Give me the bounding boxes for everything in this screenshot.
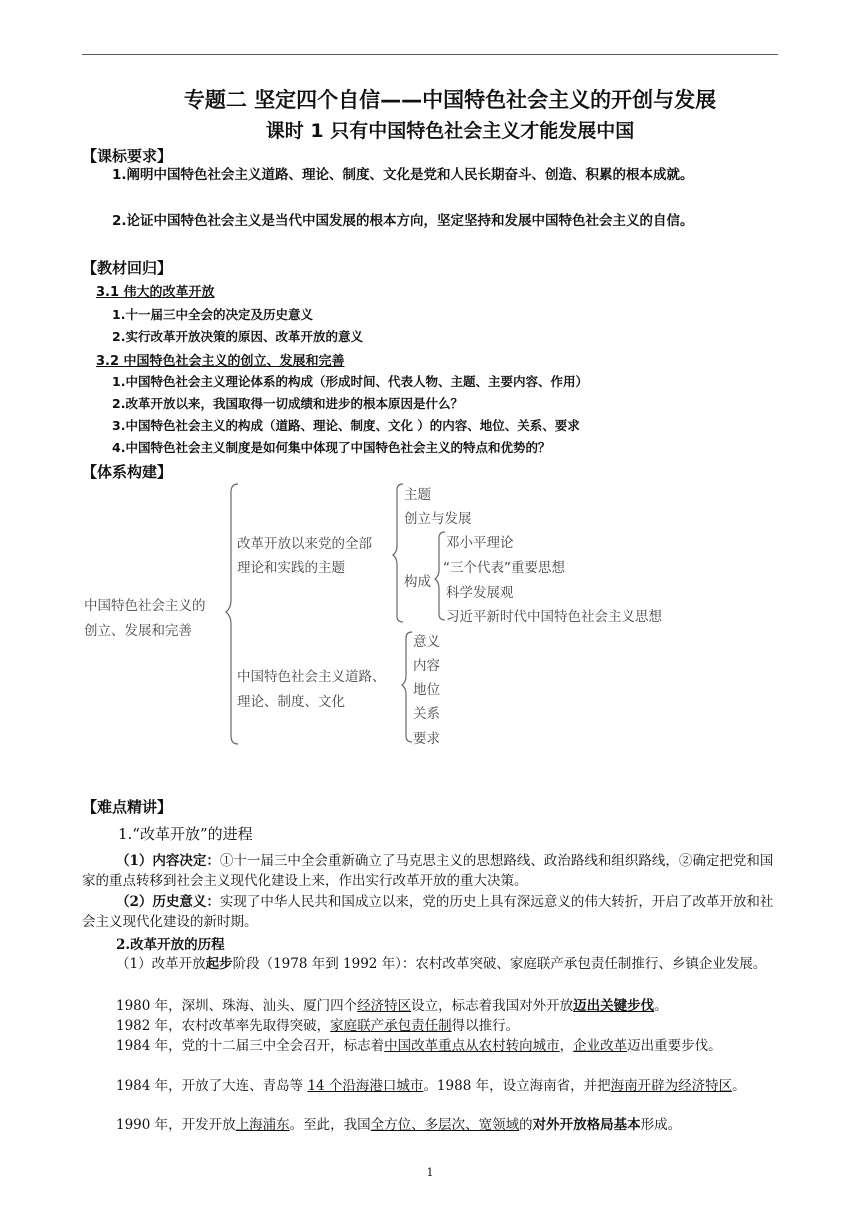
underlined-text: 家庭联产承包责任制 bbox=[330, 1018, 452, 1034]
review-item: 1.中国特色社会主义理论体系的构成（形成时间、代表人物、主题、主要内容、作用） bbox=[112, 374, 588, 389]
paragraph-start-stage bbox=[82, 954, 780, 974]
diagram-branch-2: 理论、制度、文化 bbox=[237, 694, 345, 710]
difficult-heading-2: 2.改革开放的历程 bbox=[116, 937, 225, 953]
text: 实现了中华人民共和国成立以来，党的历史上具有深远意义的伟大转折，开启了改革开放和社会主义现代化建设的新时期。 bbox=[82, 894, 774, 930]
text: 得以推行。 bbox=[451, 1018, 520, 1034]
page-subtitle: 课时 1 只有中国特色社会主义才能发展中国 bbox=[265, 120, 635, 142]
text: 迈出重要步伐。 bbox=[627, 1038, 722, 1054]
underlined-text: 经济特区 bbox=[357, 998, 412, 1014]
diagram-leaf: 关系 bbox=[413, 706, 440, 722]
text: 形成。 bbox=[640, 1117, 682, 1133]
label: （1）内容决定： bbox=[116, 853, 220, 869]
underlined-text: 迈出关键步伐 bbox=[573, 998, 655, 1014]
review-item: 3.中国特色社会主义的构成（道路、理论、制度、文化 ）的内容、地位、关系、要求 bbox=[112, 418, 580, 433]
text: 1982 年，农村改革率先取得突破， bbox=[116, 1018, 331, 1034]
diagram-leaf: 内容 bbox=[413, 658, 440, 674]
text: ①十一届三中全会重新确立了马克思主义的思想路线、政治路线和组织路线，②确定把党和国家的重点转移到社会主义现代化建设上来，作出实行改革开放的重大决策。 bbox=[82, 853, 774, 889]
review-section-1-title: 3.1 伟大的改革开放 bbox=[96, 285, 215, 300]
text: 1980 年，深圳、珠海、汕头、厦门四个 bbox=[116, 998, 358, 1014]
text: ， bbox=[559, 1038, 574, 1054]
section-jiaocai: 【教材回归】 bbox=[82, 259, 173, 277]
difficult-heading-1: 1.“改革开放”的进程 bbox=[118, 825, 253, 843]
diagram-subleaf: 习近平新时代中国特色社会主义思想 bbox=[446, 609, 662, 625]
diagram-leaf: 主题 bbox=[404, 487, 431, 503]
diagram-subleaf: “三个代表”重要思想 bbox=[443, 560, 565, 576]
text: 。至此，我国 bbox=[289, 1117, 371, 1133]
label: （2）历史意义： bbox=[116, 894, 220, 910]
timeline-1990 bbox=[116, 1113, 681, 1133]
underlined-text: 14 个沿海港口城市 bbox=[307, 1078, 424, 1094]
requirement-1: 1.阐明中国特色社会主义道路、理论、制度、文化是党和人民长期奋斗、创造、积累的根本成就。 bbox=[112, 167, 694, 183]
diagram-branch-2: 中国特色社会主义道路、 bbox=[237, 669, 386, 685]
review-item: 1.十一届三中全会的决定及历史意义 bbox=[112, 307, 313, 322]
diagram-subleaf: 邓小平理论 bbox=[446, 535, 514, 551]
timeline-1984-a bbox=[116, 1034, 722, 1054]
text: 阶段（1978 年到 1992 年）：农村改革突破、家庭联产承包责任制推行、乡镇企业发展。 bbox=[232, 956, 767, 972]
paragraph-content-decision bbox=[82, 851, 780, 891]
text: 。 bbox=[732, 1078, 746, 1094]
text: 。 bbox=[654, 998, 668, 1014]
page-number: 1 bbox=[426, 1166, 434, 1179]
text: （1）改革开放 bbox=[116, 956, 206, 972]
underlined-text: 海南开辟为经济特区 bbox=[610, 1078, 733, 1094]
timeline-1982 bbox=[116, 1014, 519, 1034]
diagram-leaf: 地位 bbox=[413, 682, 440, 698]
timeline-1980 bbox=[116, 994, 668, 1014]
requirement-2: 2.论证中国特色社会主义是当代中国发展的根本方向，坚定坚持和发展中国特色社会主义的自信。 bbox=[112, 213, 694, 229]
section-kebiao: 【课标要求】 bbox=[82, 147, 173, 165]
diagram-leaf: 构成 bbox=[404, 574, 431, 590]
diagram-leaf: 意义 bbox=[413, 634, 440, 650]
underlined-text: 全方位、多层次、宽领域 bbox=[370, 1117, 520, 1133]
timeline-1984-b bbox=[116, 1074, 746, 1094]
text: 设立，标志着我国对外开放 bbox=[411, 998, 574, 1014]
diagram-root: 创立、发展和完善 bbox=[84, 623, 192, 639]
section-tixi: 【体系构建】 bbox=[82, 463, 173, 481]
diagram-branch-1: 理论和实践的主题 bbox=[237, 560, 345, 576]
diagram-subleaf: 科学发展观 bbox=[446, 585, 514, 601]
review-section-2-title: 3.2 中国特色社会主义的创立、发展和完善 bbox=[96, 354, 345, 369]
text: 1990 年，开发开放 bbox=[116, 1117, 236, 1133]
text: 1984 年，开放了大连、青岛等 bbox=[116, 1078, 308, 1094]
review-item: 4.中国特色社会主义制度是如何集中体现了中国特色社会主义的特点和优势的？ bbox=[112, 440, 551, 455]
underlined-text: 中国改革重点从农村转向城市 bbox=[384, 1038, 560, 1054]
text: 。1988 年，设立海南省，并把 bbox=[423, 1078, 611, 1094]
text: 的 bbox=[519, 1117, 533, 1133]
review-item: 2.改革开放以来，我国取得一切成绩和进步的根本原因是什么？ bbox=[112, 396, 463, 411]
page-title: 专题二 坚定四个自信——中国特色社会主义的开创与发展 bbox=[183, 88, 717, 112]
diagram-leaf: 要求 bbox=[413, 731, 440, 747]
review-item: 2.实行改革开放决策的原因、改革开放的意义 bbox=[112, 329, 363, 344]
paragraph-historical-significance bbox=[82, 892, 780, 932]
underlined-text: 上海浦东 bbox=[235, 1117, 290, 1133]
text-bold: 对外开放格局基本 bbox=[532, 1117, 641, 1133]
section-nandian: 【难点精讲】 bbox=[82, 798, 173, 816]
diagram-leaf: 创立与发展 bbox=[404, 511, 472, 527]
text-bold: 起步 bbox=[205, 956, 233, 972]
underlined-text: 企业改革 bbox=[573, 1038, 628, 1054]
text: 1984 年，党的十二届三中全会召开，标志着 bbox=[116, 1038, 385, 1054]
diagram-branch-1: 改革开放以来党的全部 bbox=[237, 536, 372, 552]
diagram-root: 中国特色社会主义的 bbox=[84, 598, 206, 614]
